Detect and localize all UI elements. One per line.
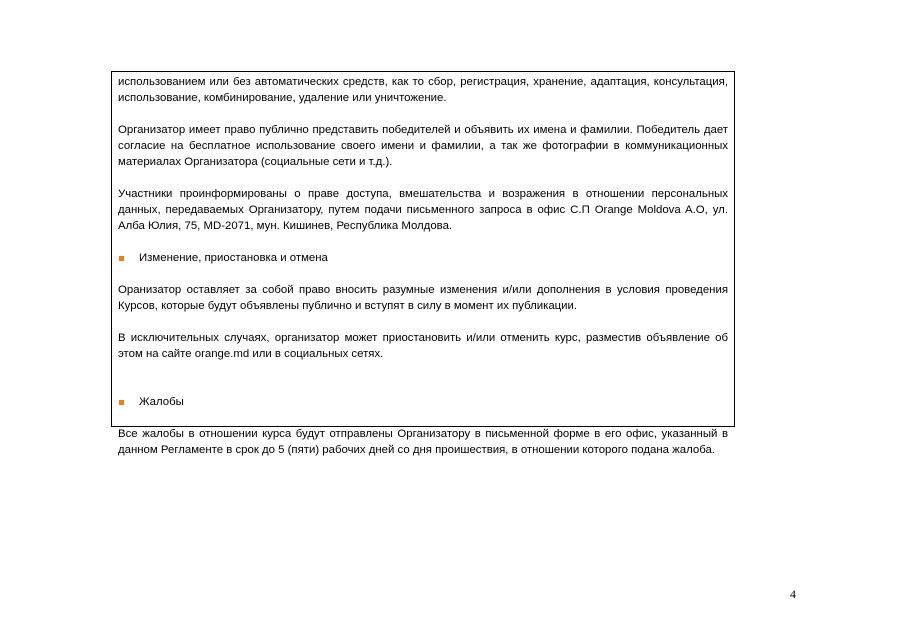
paragraph-complaints: Все жалобы в отношении курса будут отправлены Организатору в письменной форме в его офис, указанный в данном Регламенте в срок до 5 (пяти) рабочих дней со дня проишествия, в отношении которого подана жалоба. xyxy=(118,428,728,456)
section-heading-changes xyxy=(118,250,728,266)
paragraph-personal-data-rights: Участники проинформированы о праве доступа, вмешательства и возражения в отношении персональных данных, передаваемых Организатору, путем подачи письменного запроса в офис С.П Orange Moldova A.O, ул. Алба Юлия, 75, MD-2071, мун. Кишинев, Республика Молдова. xyxy=(118,188,728,232)
paragraph-data-processing: использованием или без автоматических средств, как то сбор, регистрация, хранение, адаптация, консультация, использование, комбинирование, удаление или уничтожение. xyxy=(118,76,728,104)
paragraph-winners-publicity: Организатор имеет право публично представить победителей и объявить их имена и фамилии. Победитель дает согласие на бесплатное использование своего имени и фамилии, а так же фотографии в коммуникационных материалах Организатора (социальные сети и т.д.). xyxy=(118,124,728,168)
square-bullet-icon xyxy=(119,256,124,261)
square-bullet-icon xyxy=(119,400,124,405)
page-number: 4 xyxy=(790,587,796,601)
section-heading-complaints xyxy=(118,394,728,410)
section-heading-complaints-label: Жалобы xyxy=(139,396,184,408)
section-heading-changes-label: Изменение, приостановка и отмена xyxy=(139,252,328,264)
document-text-box xyxy=(111,71,735,456)
paragraph-organizer-changes: Оранизатор оставляет за собой право вносить разумные изменения и/или дополнения в условия проведения Курсов, которые будут объявлены публично и вступят в силу в момент их публикации. xyxy=(118,284,728,312)
paragraph-course-cancellation: В исключительных случаях, организатор может приостановить и/или отменить курс, разместив объявление об этом на сайте orange.md или в социальных сетях. xyxy=(118,332,728,360)
